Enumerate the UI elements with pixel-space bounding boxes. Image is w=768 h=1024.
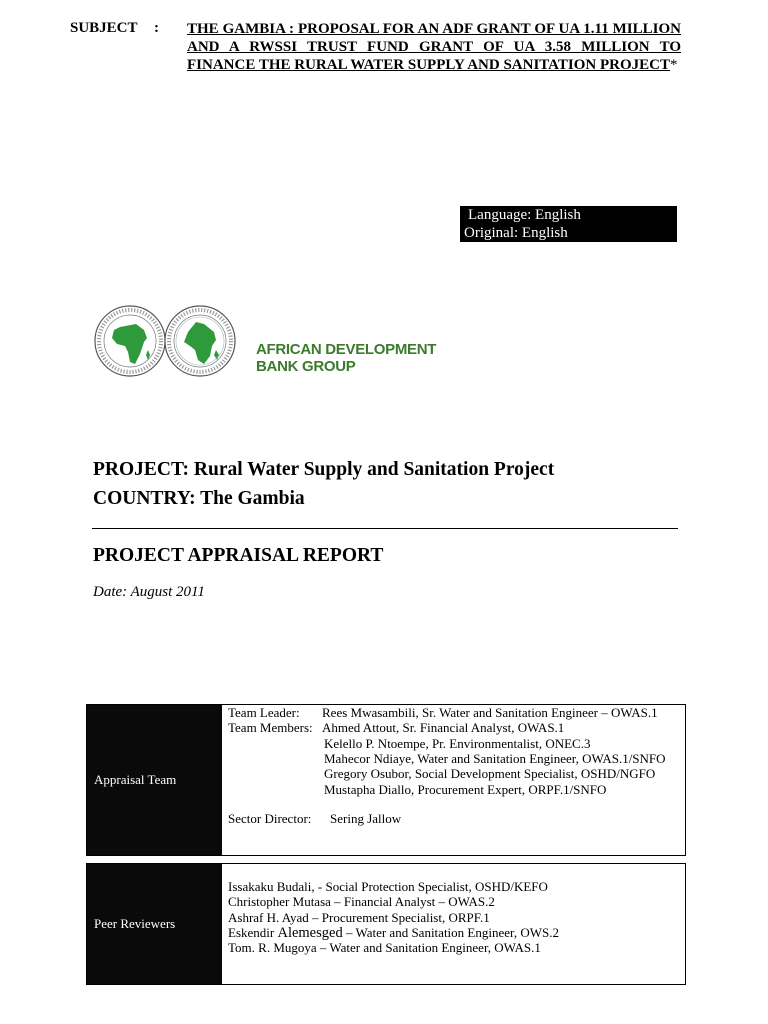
peer-reviewer xyxy=(228,925,559,941)
team-member: Mahecor Ndiaye, Water and Sanitation Engineer, OWAS.1/SNFO xyxy=(324,750,666,766)
subject-text xyxy=(187,20,681,74)
wordmark-line1: AFRICAN DEVELOPMENT xyxy=(256,341,437,358)
subject-asterisk: * xyxy=(670,57,678,73)
subject-colon: : xyxy=(154,20,159,36)
peer-reviewer-surname: Alemesged xyxy=(277,924,343,941)
wordmark-line2: BANK GROUP xyxy=(256,358,356,375)
team-leader-value: Rees Mwasambili, Sr. Water and Sanitation Engineer – OWAS.1 xyxy=(322,705,658,720)
country-title: COUNTRY: The Gambia xyxy=(93,488,305,509)
language-line: Language: English xyxy=(468,207,581,223)
horizontal-divider xyxy=(92,528,678,529)
team-leader-label: Team Leader: xyxy=(228,705,300,720)
peer-reviewer-part: Eskendir xyxy=(228,924,278,940)
peer-reviewer: Christopher Mutasa – Financial Analyst – OWAS.2 xyxy=(228,894,495,910)
peer-reviewer: Tom. R. Mugoya – Water and Sanitation Engineer, OWAS.1 xyxy=(228,940,541,956)
peer-reviewers-body xyxy=(228,864,685,984)
sector-director-label: Sector Director: xyxy=(228,811,312,826)
original-language-line: Original: English xyxy=(464,225,568,241)
team-members-label: Team Members: xyxy=(228,720,313,736)
appraisal-team-label: Appraisal Team xyxy=(87,705,222,855)
peer-reviewers-label: Peer Reviewers xyxy=(87,864,222,984)
appraisal-team-table xyxy=(86,704,686,856)
subject-text-body: THE GAMBIA : PROPOSAL FOR AN ADF GRANT OF UA 1.11 MILLION AND A RWSSI TRUST FUND GRANT OF UA 3.58 MILLION TO FINANCE THE RURAL WATER SUPPLY AND SANITATION PROJECT xyxy=(187,21,681,73)
afdb-wordmark xyxy=(256,341,436,375)
team-member: Kelello P. Ntoempe, Pr. Environmentalist, ONEC.3 xyxy=(324,735,591,751)
language-box xyxy=(460,206,677,242)
team-member: Gregory Osubor, Social Development Specialist, OSHD/NGFO xyxy=(324,766,656,782)
subject-label: SUBJECT xyxy=(70,20,138,36)
sector-director-value: Sering Jallow xyxy=(330,811,402,826)
peer-reviewer: Issakaku Budali, - Social Protection Specialist, OSHD/KEFO xyxy=(228,879,548,894)
peer-reviewer-part: – Water and Sanitation Engineer, OWS.2 xyxy=(342,924,559,940)
project-title: PROJECT: Rural Water Supply and Sanitation Project xyxy=(93,459,555,480)
team-member: Mustapha Diallo, Procurement Expert, ORPF.1/SNFO xyxy=(324,781,607,797)
peer-reviewer: Ashraf H. Ayad – Procurement Specialist, ORPF.1 xyxy=(228,909,490,925)
report-title: PROJECT APPRAISAL REPORT xyxy=(93,545,384,566)
afdb-logo-icon xyxy=(92,302,242,382)
peer-reviewers-table xyxy=(86,863,686,985)
report-date: Date: August 2011 xyxy=(93,584,205,600)
team-member: Ahmed Attout, Sr. Financial Analyst, OWAS.1 xyxy=(322,720,565,736)
appraisal-team-body xyxy=(228,705,685,855)
